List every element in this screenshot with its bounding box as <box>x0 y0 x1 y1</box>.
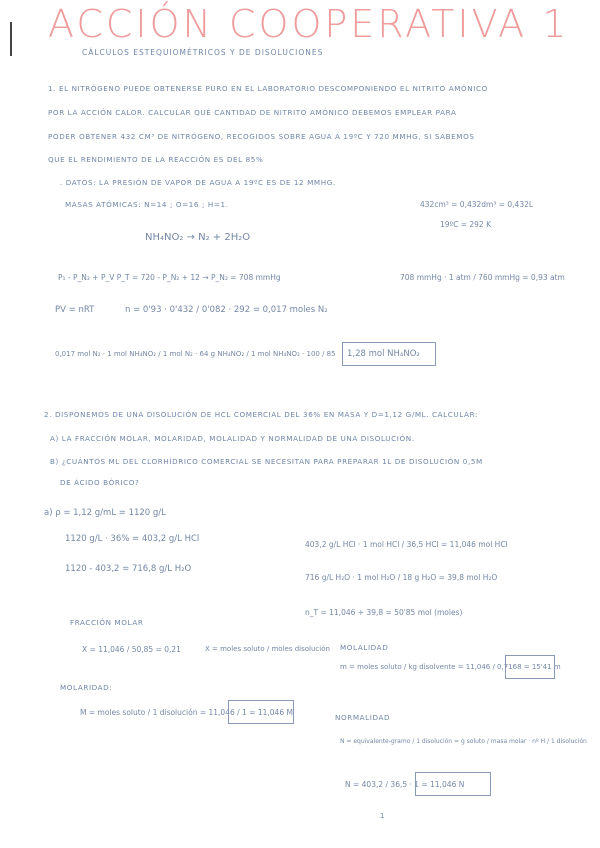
statement-line: 1. EL NITRÓGENO PUEDE OBTENERSE PURO EN EL LABORATORIO DESCOMPONIENDO EL NITRITO AMÓNICO <box>48 84 488 93</box>
subtitle: CÁLCULOS ESTEQUIOMÉTRICOS Y DE DISOLUCIONES <box>82 48 324 57</box>
statement-line: DE ÁCIDO BÓRICO? <box>60 478 140 487</box>
reaction: NH₄NO₂ → N₂ + 2H₂O <box>145 232 251 243</box>
answer: 1,28 mol NH₄NO₂ <box>347 349 420 359</box>
statement-line: POR LA ACCIÓN CALOR. CALCULAR QUÉ CANTIDAD DE NITRITO AMÓNICO DEBEMOS EMPLEAR PARA <box>48 108 457 117</box>
statement-line: PODER OBTENER 432 CM³ DE NITRÓGENO, RECOGIDOS SOBRE AGUA A 19ºC Y 720 MMHG, SI SABEMOS <box>48 132 475 141</box>
masas-atomicas: MASAS ATÓMICAS: N=14 ; O=16 ; H=1. <box>65 200 229 209</box>
page-title: ACCIÓN COOPERATIVA 1 <box>48 2 570 46</box>
right-calc: 716 g/L H₂O · 1 mol H₂O / 18 g H₂O = 39,8 mol H₂O <box>305 573 498 582</box>
left-calc: 1120 g/L · 36% = 403,2 g/L HCl <box>65 534 200 544</box>
molaridad-label: MOLARIDAD: <box>60 683 113 692</box>
statement-line: 2. DISPONEMOS DE UNA DISOLUCIÓN DE HCL COMERCIAL DEL 36% EN MASA Y D=1,12 G/ML. CALCULAR: <box>44 410 478 419</box>
fraccion-molar: X = 11,046 / 50,85 = 0,21 <box>82 645 181 654</box>
statement-line: A) LA FRACCIÓN MOLAR, MOLARIDAD, MOLALIDAD Y NORMALIDAD DE UNA DISOLUCIÓN. <box>50 434 415 443</box>
density: a) ρ = 1,12 g/mL = 1120 g/L <box>44 508 166 518</box>
margin-line <box>10 22 12 56</box>
answer-box <box>228 700 294 724</box>
molalidad: m = moles soluto / kg disolvente = 11,046 / 0,7168 = 15'41 m <box>340 663 561 671</box>
normalidad-value: N = 403,2 / 36,5 · 1 = 11,046 N <box>345 780 465 789</box>
fraccion-def: X = moles soluto / moles disolución <box>205 645 330 653</box>
datos: . DATOS: LA PRESIÓN DE VAPOR DE AGUA A 19ºC ES DE 12 MMHG. <box>60 178 336 187</box>
normalidad-label: NORMALIDAD <box>335 713 391 722</box>
molalidad-label: MOLALIDAD <box>340 643 389 652</box>
ideal-gas-law: PV = nRT <box>55 305 95 315</box>
normalidad: N = equivalente-gramo / 1 disolución = g soluto / masa molar · nº H / 1 disolución <box>340 738 587 745</box>
answer-box <box>505 655 555 679</box>
answer-box <box>415 772 491 796</box>
right-calc: n_T = 11,046 + 39,8 = 50'85 mol (moles) <box>305 608 463 617</box>
statement-line: B) ¿CUÁNTOS ML DEL CLORHÍDRICO COMERCIAL SE NECESITAN PARA PREPARAR 1L DE DISOLUCIÓN 0,5M <box>50 457 483 466</box>
pressure-conversion: 708 mmHg · 1 atm / 760 mmHg = 0,93 atm <box>400 273 565 282</box>
molaridad: M = moles soluto / 1 disolución = 11,046 / 1 = 11,046 M <box>80 708 293 717</box>
volume-conversion: 432cm³ = 0,432dm³ = 0,432L <box>420 200 534 209</box>
page-number: 1 <box>380 812 385 820</box>
pressure-equation: P₁ - P_N₂ + P_V P_T = 720 - P_N₂ + 12 → P_N₂ = 708 mmHg <box>58 273 281 282</box>
temp-conversion: 19ºC = 292 K <box>440 220 491 229</box>
moles-calc: n = 0'93 · 0'432 / 0'082 · 292 = 0,017 moles N₂ <box>125 305 328 315</box>
right-calc: 403,2 g/L HCl · 1 mol HCl / 36,5 HCl = 11,046 mol HCl <box>305 540 508 549</box>
left-calc: 1120 - 403,2 = 716,8 g/L H₂O <box>65 564 192 574</box>
fraccion-label: FRACCIÓN MOLAR <box>70 618 144 627</box>
statement-line: QUE EL RENDIMIENTO DE LA REACCIÓN ES DEL 85% <box>48 155 264 164</box>
final-calc: 0,017 mol N₂ · 1 mol NH₄NO₂ / 1 mol N₂ · 64 g NH₄NO₂ / 1 mol NH₄NO₂ · 100 / 85 <box>55 350 336 358</box>
